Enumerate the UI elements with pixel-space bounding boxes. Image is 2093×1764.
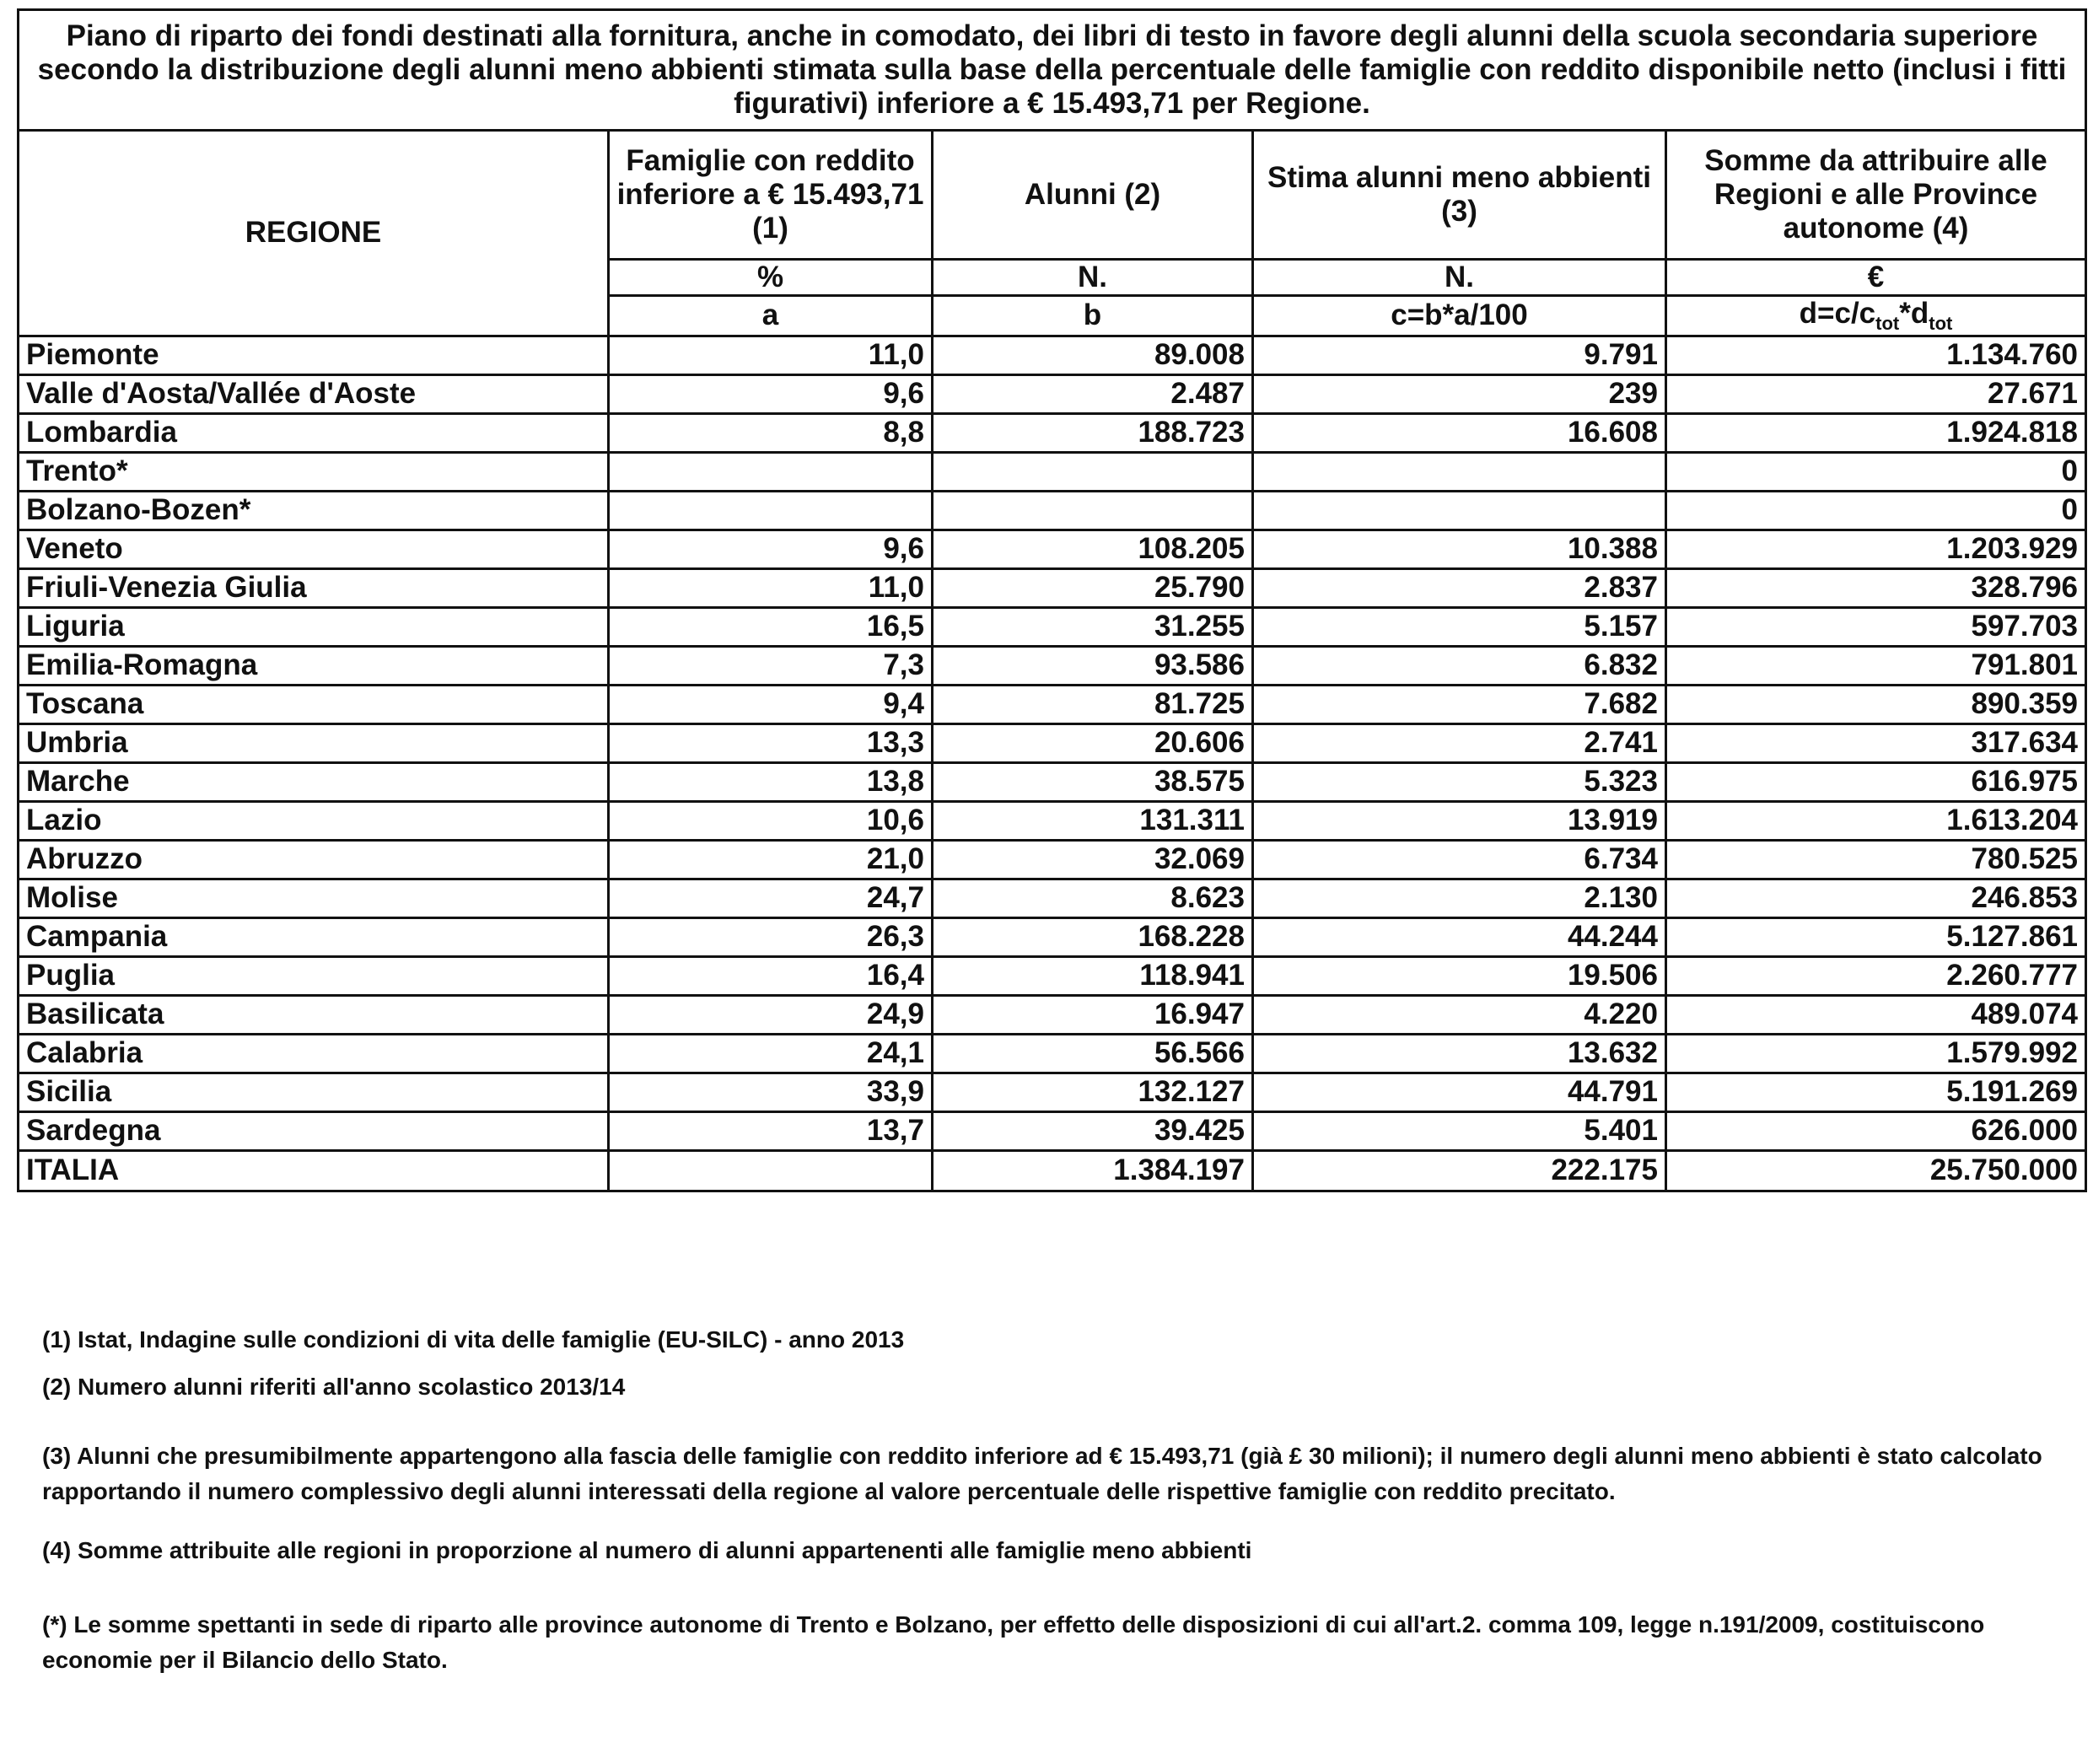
table-row xyxy=(19,685,2086,723)
value-cell-d: 626.000 xyxy=(1666,1111,2086,1150)
value-cell-b: 1.384.197 xyxy=(933,1150,1253,1191)
footnote: (*) Le somme spettanti in sede di riparto alle province autonome di Trento e Bolzano, per effetto delle disposizioni di cui all'art.2. comma 109, legge n.191/2009, costituiscono economie per il Bilancio dello Stato. xyxy=(42,1611,1985,1673)
header-regione: REGIONE xyxy=(19,131,609,336)
region-cell: Basilicata xyxy=(19,995,609,1034)
value-cell-b: 38.575 xyxy=(933,762,1253,801)
value-cell-b: 168.228 xyxy=(933,917,1253,956)
value-cell-b: 93.586 xyxy=(933,646,1253,685)
table-row xyxy=(19,762,2086,801)
value-cell-d: 328.796 xyxy=(1666,568,2086,607)
total-row xyxy=(19,1150,2086,1191)
region-cell: Umbria xyxy=(19,723,609,762)
unit-a: % xyxy=(609,260,933,296)
value-cell-a xyxy=(609,452,933,491)
table-row xyxy=(19,452,2086,491)
value-cell-a: 24,1 xyxy=(609,1034,933,1073)
region-cell: Veneto xyxy=(19,530,609,568)
value-cell-d: 791.801 xyxy=(1666,646,2086,685)
symbol-d-sub2: tot xyxy=(1929,313,1953,335)
value-cell-c: 10.388 xyxy=(1253,530,1666,568)
value-cell-b: 2.487 xyxy=(933,374,1253,413)
value-cell-b: 132.127 xyxy=(933,1073,1253,1111)
value-cell-a: 9,6 xyxy=(609,530,933,568)
table-row xyxy=(19,491,2086,530)
value-cell-c: 13.919 xyxy=(1253,801,1666,840)
header-somme: Somme da attribuire alle Regioni e alle Province autonome (4) xyxy=(1666,131,2086,260)
value-cell-d: 246.853 xyxy=(1666,879,2086,917)
table-row xyxy=(19,413,2086,452)
table-row xyxy=(19,530,2086,568)
region-cell: Abruzzo xyxy=(19,840,609,879)
value-cell-a: 16,4 xyxy=(609,956,933,995)
value-cell-d: 489.074 xyxy=(1666,995,2086,1034)
value-cell-d: 317.634 xyxy=(1666,723,2086,762)
region-cell: Trento* xyxy=(19,452,609,491)
symbol-b: b xyxy=(933,296,1253,336)
table-row xyxy=(19,840,2086,879)
value-cell-a: 7,3 xyxy=(609,646,933,685)
value-cell-a: 26,3 xyxy=(609,917,933,956)
value-cell-c: 4.220 xyxy=(1253,995,1666,1034)
header-row xyxy=(19,131,2086,260)
value-cell-b: 131.311 xyxy=(933,801,1253,840)
header-stima: Stima alunni meno abbienti (3) xyxy=(1253,131,1666,260)
value-cell-c xyxy=(1253,491,1666,530)
value-cell-b: 89.008 xyxy=(933,336,1253,374)
value-cell-d: 1.924.818 xyxy=(1666,413,2086,452)
region-cell: Puglia xyxy=(19,956,609,995)
region-cell: Lazio xyxy=(19,801,609,840)
value-cell-a: 9,6 xyxy=(609,374,933,413)
table-row xyxy=(19,917,2086,956)
value-cell-d: 1.134.760 xyxy=(1666,336,2086,374)
value-cell-c: 239 xyxy=(1253,374,1666,413)
value-cell-a: 16,5 xyxy=(609,607,933,646)
value-cell-d: 0 xyxy=(1666,452,2086,491)
value-cell-a: 24,9 xyxy=(609,995,933,1034)
value-cell-b xyxy=(933,452,1253,491)
value-cell-c: 2.741 xyxy=(1253,723,1666,762)
value-cell-c: 13.632 xyxy=(1253,1034,1666,1073)
region-cell: Molise xyxy=(19,879,609,917)
value-cell-d: 25.750.000 xyxy=(1666,1150,2086,1191)
region-cell: Sicilia xyxy=(19,1073,609,1111)
footnote: (3) Alunni che presumibilmente appartengono alla fascia delle famiglie con reddito inferiore ad € 15.493,71 (già £ 30 milioni); il numero degli alunni meno abbienti è stato calcolato rapportando il numero complessivo degli alunni interessati della regione al valore percentuale delle rispettive famiglie con reddito precitato. xyxy=(42,1443,2042,1504)
value-cell-a xyxy=(609,491,933,530)
value-cell-d: 616.975 xyxy=(1666,762,2086,801)
value-cell-d: 890.359 xyxy=(1666,685,2086,723)
allocation-table xyxy=(17,8,2087,1192)
region-cell: Toscana xyxy=(19,685,609,723)
value-cell-b: 118.941 xyxy=(933,956,1253,995)
region-cell: Lombardia xyxy=(19,413,609,452)
header-famiglie: Famiglie con reddito inferiore a € 15.493,71 (1) xyxy=(609,131,933,260)
region-cell: Friuli-Venezia Giulia xyxy=(19,568,609,607)
region-cell: Sardegna xyxy=(19,1111,609,1150)
value-cell-a xyxy=(609,1150,933,1191)
region-cell: Piemonte xyxy=(19,336,609,374)
value-cell-d: 0 xyxy=(1666,491,2086,530)
value-cell-a: 10,6 xyxy=(609,801,933,840)
value-cell-d: 2.260.777 xyxy=(1666,956,2086,995)
unit-c: N. xyxy=(1253,260,1666,296)
value-cell-b xyxy=(933,491,1253,530)
value-cell-b: 20.606 xyxy=(933,723,1253,762)
symbol-a: a xyxy=(609,296,933,336)
value-cell-c: 44.244 xyxy=(1253,917,1666,956)
value-cell-b: 32.069 xyxy=(933,840,1253,879)
value-cell-b: 8.623 xyxy=(933,879,1253,917)
table-row xyxy=(19,1111,2086,1150)
table-title: Piano di riparto dei fondi destinati alla fornitura, anche in comodato, dei libri di testo in favore degli alunni della scuola secondaria superiore secondo la distribuzione degli alunni meno abbienti stimata sulla base della percentuale delle famiglie con reddito disponibile netto (inclusi i fitti figurativi) inferiore a € 15.493,71 per Regione. xyxy=(19,10,2086,131)
title-row xyxy=(19,10,2086,131)
value-cell-c: 16.608 xyxy=(1253,413,1666,452)
value-cell-d: 1.579.992 xyxy=(1666,1034,2086,1073)
value-cell-a: 13,7 xyxy=(609,1111,933,1150)
value-cell-b: 108.205 xyxy=(933,530,1253,568)
symbol-d xyxy=(1666,296,2086,336)
document xyxy=(17,8,2085,1673)
table-row xyxy=(19,646,2086,685)
footnote: (1) Istat, Indagine sulle condizioni di vita delle famiglie (EU-SILC) - anno 2013 xyxy=(42,1326,905,1353)
symbol-d-prefix: d=c/c xyxy=(1799,297,1876,331)
value-cell-c: 2.130 xyxy=(1253,879,1666,917)
symbol-c: c=b*a/100 xyxy=(1253,296,1666,336)
value-cell-d: 1.613.204 xyxy=(1666,801,2086,840)
value-cell-a: 9,4 xyxy=(609,685,933,723)
footnote: (4) Somme attribuite alle regioni in proporzione al numero di alunni appartenenti alle famiglie meno abbienti xyxy=(42,1537,1252,1563)
region-cell: Campania xyxy=(19,917,609,956)
value-cell-c: 7.682 xyxy=(1253,685,1666,723)
region-cell: Calabria xyxy=(19,1034,609,1073)
value-cell-b: 31.255 xyxy=(933,607,1253,646)
table-row xyxy=(19,801,2086,840)
value-cell-d: 27.671 xyxy=(1666,374,2086,413)
value-cell-c: 19.506 xyxy=(1253,956,1666,995)
value-cell-b: 39.425 xyxy=(933,1111,1253,1150)
value-cell-c: 9.791 xyxy=(1253,336,1666,374)
value-cell-a: 8,8 xyxy=(609,413,933,452)
value-cell-c: 6.832 xyxy=(1253,646,1666,685)
table-row xyxy=(19,879,2086,917)
value-cell-c: 222.175 xyxy=(1253,1150,1666,1191)
value-cell-c: 5.157 xyxy=(1253,607,1666,646)
value-cell-d: 597.703 xyxy=(1666,607,2086,646)
value-cell-d: 5.127.861 xyxy=(1666,917,2086,956)
table-row xyxy=(19,336,2086,374)
header-alunni: Alunni (2) xyxy=(933,131,1253,260)
table-row xyxy=(19,723,2086,762)
value-cell-b: 81.725 xyxy=(933,685,1253,723)
table-row xyxy=(19,568,2086,607)
value-cell-c xyxy=(1253,452,1666,491)
value-cell-c: 44.791 xyxy=(1253,1073,1666,1111)
value-cell-b: 25.790 xyxy=(933,568,1253,607)
table-row xyxy=(19,995,2086,1034)
value-cell-c: 2.837 xyxy=(1253,568,1666,607)
value-cell-a: 11,0 xyxy=(609,568,933,607)
value-cell-a: 13,8 xyxy=(609,762,933,801)
value-cell-b: 16.947 xyxy=(933,995,1253,1034)
unit-d: € xyxy=(1666,260,2086,296)
value-cell-d: 1.203.929 xyxy=(1666,530,2086,568)
unit-b: N. xyxy=(933,260,1253,296)
region-cell: Valle d'Aosta/Vallée d'Aoste xyxy=(19,374,609,413)
region-cell: Liguria xyxy=(19,607,609,646)
region-cell: Emilia-Romagna xyxy=(19,646,609,685)
table-row xyxy=(19,374,2086,413)
value-cell-d: 780.525 xyxy=(1666,840,2086,879)
value-cell-a: 33,9 xyxy=(609,1073,933,1111)
value-cell-b: 188.723 xyxy=(933,413,1253,452)
region-cell: Bolzano-Bozen* xyxy=(19,491,609,530)
value-cell-c: 5.323 xyxy=(1253,762,1666,801)
table-row xyxy=(19,956,2086,995)
value-cell-c: 6.734 xyxy=(1253,840,1666,879)
region-cell: ITALIA xyxy=(19,1150,609,1191)
table-row xyxy=(19,607,2086,646)
value-cell-a: 13,3 xyxy=(609,723,933,762)
value-cell-d: 5.191.269 xyxy=(1666,1073,2086,1111)
value-cell-a: 11,0 xyxy=(609,336,933,374)
table-row xyxy=(19,1034,2086,1073)
footnote: (2) Numero alunni riferiti all'anno scolastico 2013/14 xyxy=(42,1374,626,1400)
table-row xyxy=(19,1073,2086,1111)
value-cell-b: 56.566 xyxy=(933,1034,1253,1073)
region-cell: Marche xyxy=(19,762,609,801)
symbol-d-mid: *d xyxy=(1899,297,1929,331)
symbol-d-sub1: tot xyxy=(1875,313,1900,335)
value-cell-c: 5.401 xyxy=(1253,1111,1666,1150)
value-cell-a: 21,0 xyxy=(609,840,933,879)
value-cell-a: 24,7 xyxy=(609,879,933,917)
